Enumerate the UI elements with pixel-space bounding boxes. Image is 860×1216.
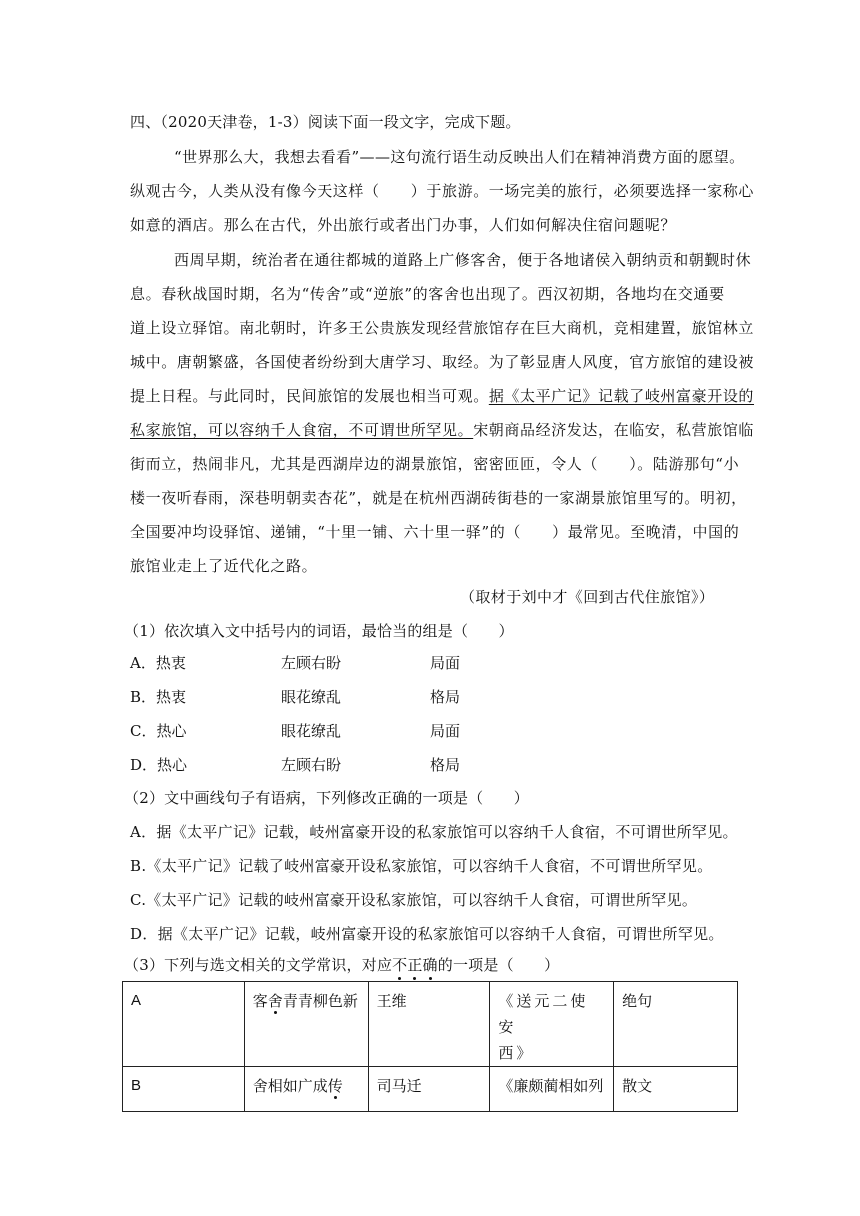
q2-option-a: A．据《太平广记》记载，岐州富豪开设的私家旅馆可以容纳千人食宿，不可谓世所罕见。 <box>130 823 738 841</box>
q1-option-a: A．热衷 <box>130 654 186 672</box>
passage-line: 如意的酒店。那么在古代，外出旅行或者出门办事，人们如何解决住宿问题呢？ <box>130 216 677 234</box>
question-2-stem: （2）文中画线句子有语病，下列修改正确的一项是（ ） <box>124 789 529 807</box>
passage-line: 西周早期，统治者在通往都城的道路上广修客舍，便于各地诸侯入朝纳贡和朝觐时休 <box>174 251 752 269</box>
underlined-sentence: 私家旅馆，可以容纳千人食宿，不可谓世所罕见。 <box>130 421 474 439</box>
passage-line: 息。春秋战国时期，名为“传舍”或“逆旅”的客舍也出现了。西汉初期，各地均在交通要 <box>130 285 725 303</box>
passage-line: 全国要冲均设驿馆、递铺，“十里一铺、六十里一驿”的（ ）最常见。至晚清，中国的 <box>130 523 740 541</box>
passage-line <box>130 386 754 406</box>
row-label: A <box>123 982 245 1067</box>
q1-option-c-word2: 眼花缭乱 <box>281 722 342 740</box>
q2-option-c: C.《太平广记》记载的岐州富豪开设私家旅馆，可以容纳千人食宿，可谓世所罕见。 <box>130 891 698 909</box>
q1-option-b-word2: 眼花缭乱 <box>281 688 342 706</box>
passage-line: 城中。唐朝繁盛，各国使者纷纷到大唐学习、取经。为了彰显唐人风度，官方旅馆的建设被 <box>130 353 755 371</box>
q3-stem-text: （3）下列与选文相关的文学常识，对应 <box>124 956 393 974</box>
q1-option-b: B．热衷 <box>130 688 187 706</box>
work-dotted-char: 舍 <box>267 992 283 1010</box>
title-line: 《廉颇蔺相如列 <box>498 1077 604 1095</box>
q1-option-c: C．热心 <box>130 722 187 740</box>
title-line: 西》 <box>498 1044 535 1062</box>
q1-option-b-word3: 格局 <box>430 688 461 706</box>
work-cell <box>244 982 368 1067</box>
author-cell: 司马迁 <box>368 1067 490 1112</box>
underlined-sentence: 据《太平广记》记载了岐州富豪开设的 <box>488 387 755 405</box>
q1-option-a-word2: 左顾右盼 <box>281 654 342 672</box>
work-text: 客 <box>252 992 268 1010</box>
title-cell <box>490 1067 614 1112</box>
row-label: B <box>123 1067 245 1112</box>
literature-table <box>122 981 738 1112</box>
question-1-stem: （1）依次填入文中括号内的词语，最恰当的组是（ ） <box>124 622 514 640</box>
passage-line: 旅馆业走上了近代化之路。 <box>130 557 318 575</box>
q3-stem-text: 的一项是（ ） <box>437 956 560 974</box>
work-text: 青青柳色新 <box>282 992 358 1010</box>
table-row <box>123 1067 738 1112</box>
section-heading: 四、（2020天津卷，1-3）阅读下面一段文字，完成下题。 <box>130 113 521 131</box>
q1-option-d-word2: 左顾右盼 <box>281 756 342 774</box>
table-row <box>123 982 738 1067</box>
passage-line: 楼一夜听春雨，深巷明朝卖杏花”，就是在杭州西湖砖街巷的一家湖景旅馆里写的。明初， <box>130 489 747 507</box>
author-cell: 王维 <box>368 982 490 1067</box>
q1-option-a-word3: 局面 <box>430 654 461 672</box>
emphasis-dotted <box>392 956 438 974</box>
q2-option-d: D．据《太平广记》记载，岐州富豪开设的私家旅馆可以容纳千人食宿，可谓世所罕见。 <box>130 925 724 943</box>
q1-option-d: D．热心 <box>130 756 188 774</box>
source-citation: （取材于刘中才《回到古代住旅馆》） <box>460 588 715 606</box>
title-line: 《送元二使安 <box>498 992 589 1036</box>
passage-line: 街而立，热闹非凡，尤其是西湖岸边的湖景旅馆，密密匝匝，令人（ ）。陆游那句“小 <box>130 455 740 473</box>
q1-option-d-word3: 格局 <box>430 756 461 774</box>
passage-line: 道上设立驿馆。南北朝时，许多王公贵族发现经营旅馆存在巨大商机，竞相建置，旅馆林立 <box>130 319 755 337</box>
passage-text: 提上日程。与此同时，民间旅馆的发展也相当可观。 <box>130 387 489 405</box>
genre-cell: 散文 <box>614 1067 738 1112</box>
q1-option-c-word3: 局面 <box>430 722 461 740</box>
emphasis-dots <box>392 977 438 980</box>
work-dotted-char: 传 <box>327 1077 343 1095</box>
work-text: 舍相如广成 <box>252 1077 328 1095</box>
genre-cell: 绝句 <box>614 982 738 1067</box>
work-cell <box>244 1067 368 1112</box>
q2-option-b: B.《太平广记》记载了岐州富豪开设私家旅馆，可以容纳千人食宿，不可谓世所罕见。 <box>130 857 713 875</box>
title-cell <box>490 982 614 1067</box>
passage-line: “世界那么大，我想去看看”——这句流行语生动反映出人们在精神消费方面的愿望。 <box>174 148 745 166</box>
passage-line: 纵观古今，人类从没有像今天这样（ ）于旅游。一场完美的旅行，必须要选择一家称心 <box>130 182 755 200</box>
passage-line <box>130 420 754 440</box>
emphasis-text: 不正确 <box>392 956 438 974</box>
passage-text: 宋朝商品经济发达，在临安，私营旅馆临 <box>473 421 755 439</box>
question-3-stem <box>124 955 559 975</box>
